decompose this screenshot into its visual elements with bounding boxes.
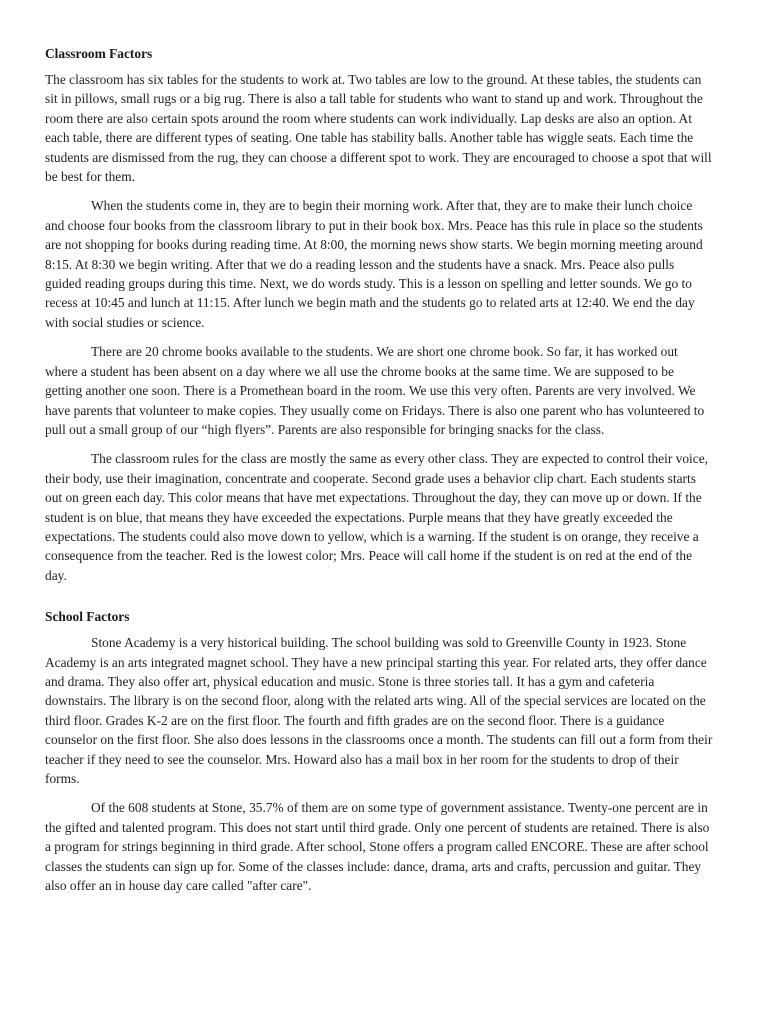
school-paragraph-2: Of the 608 students at Stone, 35.7% of them are on some type of government assistance. Twenty-one percent are in the gifted and talented program. This does not start until third grade. Only one percent of students are retained. There is also a program for strings beginning in third grade. After school, Stone offers a program called ENCORE. These are after school classes the students can sign up for. Some of the classes include: dance, drama, arts and crafts, percussion and guitar. They also offer an in house day care called "after care". [45, 800, 710, 894]
document-page [45, 44, 713, 905]
school-paragraph-1: Stone Academy is a very historical building. The school building was sold to Greenville County in 1923. Stone Academy is an arts integrated magnet school. They have a new principal starting this year. For related arts, they offer dance and drama. They also offer art, physical education and music. Stone is three stories tall. It has a gym and cafeteria downstairs. The library is on the second floor, along with the related arts wing. All of the special services are located on the third floor. Grades K-2 are on the first floor. The fourth and fifth grades are on the second floor. There is a guidance counselor on the first floor. She also does lessons in the classrooms once a month. The students can fill out a form from their teacher if they need to see the counselor. Mrs. Howard also has a mail box in her room for the students to drop of their forms. [45, 635, 713, 786]
classroom-paragraph-2: When the students come in, they are to begin their morning work. After that, they are to make their lunch choice and choose four books from the classroom library to put in their book box. Mrs. Peace has this rule in place so the students are not shopping for books during reading time. At 8:00, the morning news show starts. We begin morning meeting around 8:15. At 8:30 we begin writing. After that we do a reading lesson and the students have a snack. Mrs. Peace also pulls guided reading groups during this time. Next, we do words study. This is a lesson on spelling and letter sounds. We go to recess at 10:45 and lunch at 11:15. After lunch we begin math and the students go to related arts at 12:40. We end the day with social studies or science. [45, 198, 703, 330]
classroom-paragraph-1: The classroom has six tables for the students to work at. Two tables are low to the ground. At these tables, the students can sit in pillows, small rugs or a big rug. There is also a tall table for students who want to stand up and work. Throughout the room there are also certain spots around the room where students can work individually. Lap desks are also an option. At each table, there are different types of seating. One table has stability balls. Another table has wiggle seats. Each time the students are dismissed from the rug, they can choose a different spot to work. They are encouraged to choose a spot that will be best for them. [45, 72, 712, 185]
section-heading-school-factors: School Factors [45, 609, 130, 625]
section-heading-classroom-factors: Classroom Factors [45, 46, 153, 61]
section-spacer [45, 595, 713, 607]
classroom-paragraph-4: The classroom rules for the class are mostly the same as every other class. They are expected to control their voice, their body, use their imagination, concentrate and cooperate. Second grade uses a behavior clip chart. Each students starts out on green each day. This color means that have met expectations. Throughout the day, they can move up or down. If the student is on blue, that means they have exceeded the expectations. Purple means that they have greatly exceeded the expectations. The students could also move down to yellow, which is a warning. If the student is on orange, they receive a consequence from the teacher. Red is the lowest color; Mrs. Peace will call home if the student is on red at the end of the day. [45, 451, 708, 583]
classroom-paragraph-3: There are 20 chrome books available to the students. We are short one chrome book. So far, it has worked out where a student has been absent on a day where we all use the chrome books at the same time. We are supposed to be getting another one soon. There is a Promethean board in the room. We use this very often. Parents are very involved. We have parents that volunteer to make copies. They usually come on Fridays. There is also one parent who has volunteered to pull out a small group of our “high flyers”. Parents are also responsible for bringing snacks for the class. [45, 344, 705, 437]
